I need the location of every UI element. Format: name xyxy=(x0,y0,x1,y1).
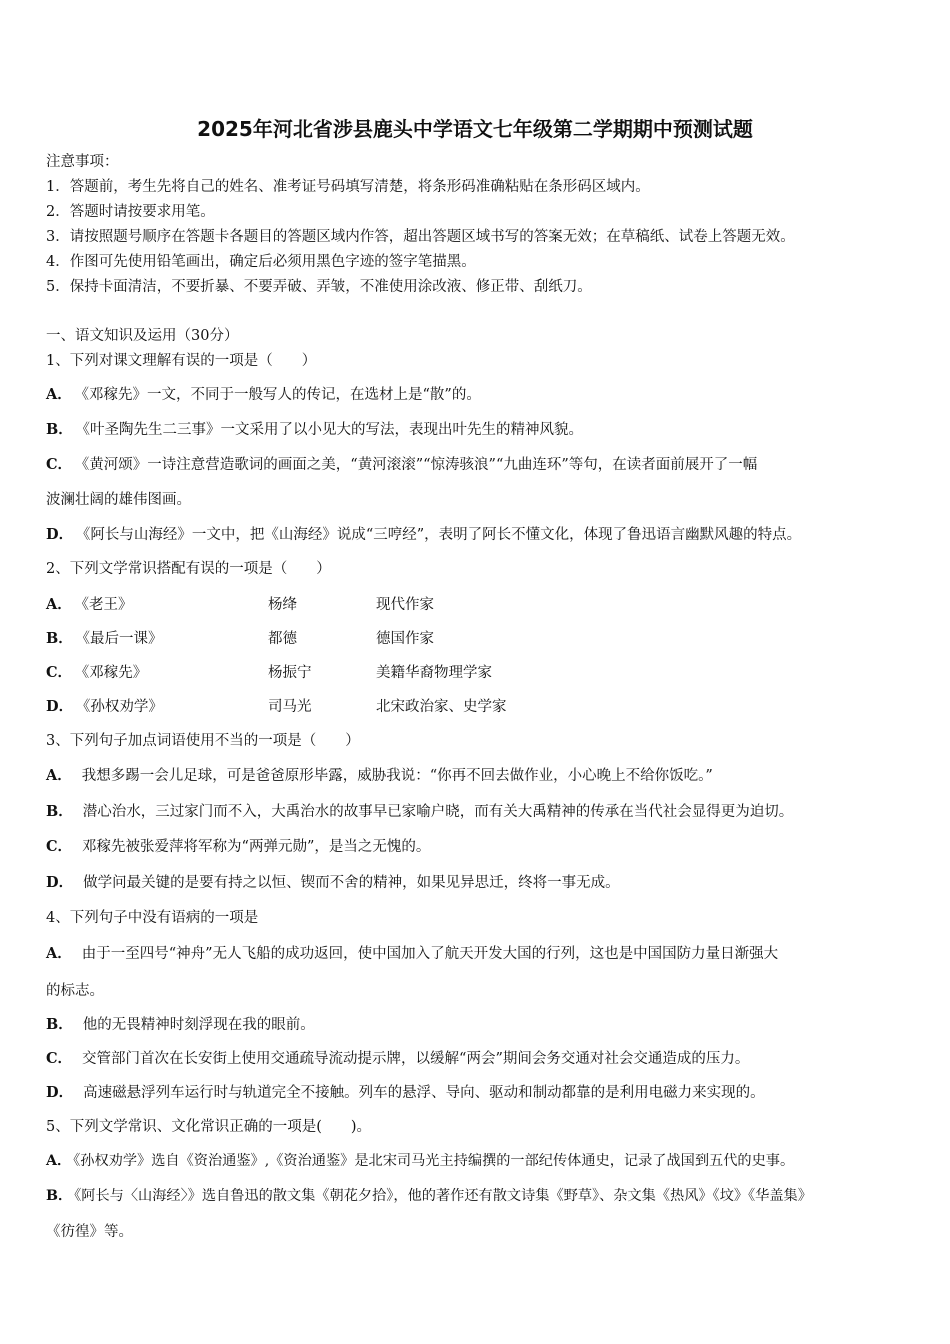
q1-option-c-cont: 波澜壮阔的雄伟图画。 xyxy=(46,492,191,508)
q2-row-c xyxy=(46,663,646,683)
option-label: A． xyxy=(46,767,72,784)
author: 司马光 xyxy=(268,699,312,715)
option-text: 高速磁悬浮列车运行时与轨道完全不接触。列车的悬浮、导向、驱动和制动都靠的是利用电磁力来实现的。 xyxy=(83,1085,765,1101)
q5-option-b-cont: 《彷徨》等。 xyxy=(46,1224,133,1240)
q3-option-d xyxy=(46,873,620,893)
q3-option-b xyxy=(46,802,793,822)
author: 都德 xyxy=(268,631,297,647)
option-text: 做学问最关键的是要有持之以恒、锲而不舍的精神，如果见异思迁，终将一事无成。 xyxy=(83,875,620,891)
option-label: C． xyxy=(46,1050,73,1067)
option-label: B． xyxy=(46,421,73,438)
author-desc: 美籍华裔物理学家 xyxy=(376,665,492,681)
option-label: B． xyxy=(46,1016,73,1033)
page-title: 2025年河北省涉县鹿头中学语文七年级第二学期期中预测试题 xyxy=(197,117,753,141)
q2-row-b xyxy=(46,629,646,649)
option-text: 我想多踢一会儿足球，可是爸爸原形毕露，威胁我说：“你再不回去做作业，小心晚上不给你饭吃。” xyxy=(81,768,713,784)
option-text: 他的无畏精神时刻浮现在我的眼前。 xyxy=(82,1017,315,1033)
option-label: A． xyxy=(46,1153,72,1169)
work-title: 《老王》 xyxy=(81,597,133,613)
option-label: C． xyxy=(46,838,73,855)
question-4-stem: 4、下列句子中没有语病的一项是 xyxy=(46,910,259,926)
question-2-stem: 2、下列文学常识搭配有误的一项是（ ） xyxy=(46,561,331,577)
q4-option-c xyxy=(46,1049,749,1069)
option-label: C． xyxy=(46,664,73,681)
work-title: 《孙权劝学》 xyxy=(83,699,163,715)
author: 杨绛 xyxy=(268,597,297,613)
option-text: 潜心治水，三过家门而不入，大禹治水的故事早已家喻户晓，而有关大禹精神的传承在当代社会显得更为迫切。 xyxy=(82,804,794,820)
author-desc: 北宋政治家、史学家 xyxy=(376,699,507,715)
author-desc: 现代作家 xyxy=(376,597,434,613)
option-label: A． xyxy=(46,596,72,613)
option-text: 《孙权劝学》选自《资治通鉴》,《资治通鉴》是北宋司马光主持编撰的一部纪传体通史，记录了战国到五代的史事。 xyxy=(73,1153,795,1169)
option-label: D． xyxy=(46,526,74,543)
option-label: B． xyxy=(46,803,73,820)
option-text: 由于一至四号“神舟”无人飞船的成功返回，使中国加入了航天开发大国的行列，这也是中国国防力量日渐强大 xyxy=(81,946,779,962)
section-heading: 一、语文知识及运用（30分） xyxy=(46,328,239,344)
question-1-stem: 1、下列对课文理解有误的一项是（ ） xyxy=(46,353,317,369)
option-text: 《阿长与山海经》一文中，把《山海经》说成“三哼经”，表明了阿长不懂文化，体现了鲁迅语言幽默风趣的特点。 xyxy=(83,527,802,543)
question-3-stem: 3、下列句子加点词语使用不当的一项是（ ） xyxy=(46,733,360,749)
q4-option-a-cont: 的标志。 xyxy=(46,983,104,999)
option-label: D． xyxy=(46,874,74,891)
q1-option-d xyxy=(46,525,801,545)
work-title: 《最后一课》 xyxy=(82,631,163,647)
option-label: B． xyxy=(46,630,73,647)
q4-option-a xyxy=(46,944,778,964)
q2-row-d xyxy=(46,697,646,717)
author: 杨振宁 xyxy=(268,665,312,681)
notice-item: 1．答题前，考生先将自己的姓名、准考证号码填写清楚，将条形码准确粘贴在条形码区域内。 xyxy=(46,179,650,195)
notice-item: 3．请按照题号顺序在答题卡各题目的答题区域内作答，超出答题区域书写的答案无效；在草稿纸、试卷上答题无效。 xyxy=(46,229,795,245)
q1-option-a xyxy=(46,385,481,405)
q2-row-a xyxy=(46,595,646,615)
option-label: B． xyxy=(46,1188,73,1204)
option-label: C． xyxy=(46,456,73,473)
notice-item: 4．作图可先使用铅笔画出，确定后必须用黑色字迹的签字笔描黑。 xyxy=(46,254,476,270)
q5-option-b xyxy=(46,1186,812,1206)
notice-item: 2．答题时请按要求用笔。 xyxy=(46,204,215,220)
author-desc: 德国作家 xyxy=(376,631,434,647)
q4-option-b xyxy=(46,1015,315,1035)
option-text: 《黄河颂》一诗注意营造歌词的画面之美，“黄河滚滚”“惊涛骇浪”“九曲连环”等句，在读者面前展开了一幅 xyxy=(82,457,758,473)
notice-heading: 注意事项： xyxy=(46,154,119,170)
question-5-stem: 5、下列文学常识、文化常识正确的一项是( )。 xyxy=(46,1119,372,1135)
option-text: 邓稼先被张爱萍将军称为“两弹元勋”，是当之无愧的。 xyxy=(82,839,431,855)
q3-option-c xyxy=(46,837,430,857)
work-title: 《邓稼先》 xyxy=(82,665,148,681)
q3-option-a xyxy=(46,766,713,786)
option-label: A． xyxy=(46,386,72,403)
q1-option-b xyxy=(46,420,583,440)
option-label: D． xyxy=(46,698,74,715)
q4-option-d xyxy=(46,1083,765,1103)
q1-option-c xyxy=(46,455,757,475)
option-text: 《叶圣陶先生二三事》一文采用了以小见大的写法，表现出叶先生的精神风貌。 xyxy=(82,422,584,438)
q5-option-a xyxy=(46,1151,794,1171)
option-text: 《阿长与〈山海经〉》选自鲁迅的散文集《朝花夕拾》，他的著作还有散文诗集《野草》、杂文集《热风》《坟》《华盖集》 xyxy=(74,1188,812,1204)
option-label: A． xyxy=(46,945,72,962)
option-text: 《邓稼先》一文，不同于一般写人的传记，在选材上是“散”的。 xyxy=(81,387,481,403)
option-label: D． xyxy=(46,1084,74,1101)
option-text: 交管部门首次在长安街上使用交通疏导流动提示牌，以缓解“两会”期间会务交通对社会交通造成的压力。 xyxy=(82,1051,750,1067)
notice-item: 5．保持卡面清洁，不要折暴、不要弄破、弄皱，不准使用涂改液、修正带、刮纸刀。 xyxy=(46,279,592,295)
